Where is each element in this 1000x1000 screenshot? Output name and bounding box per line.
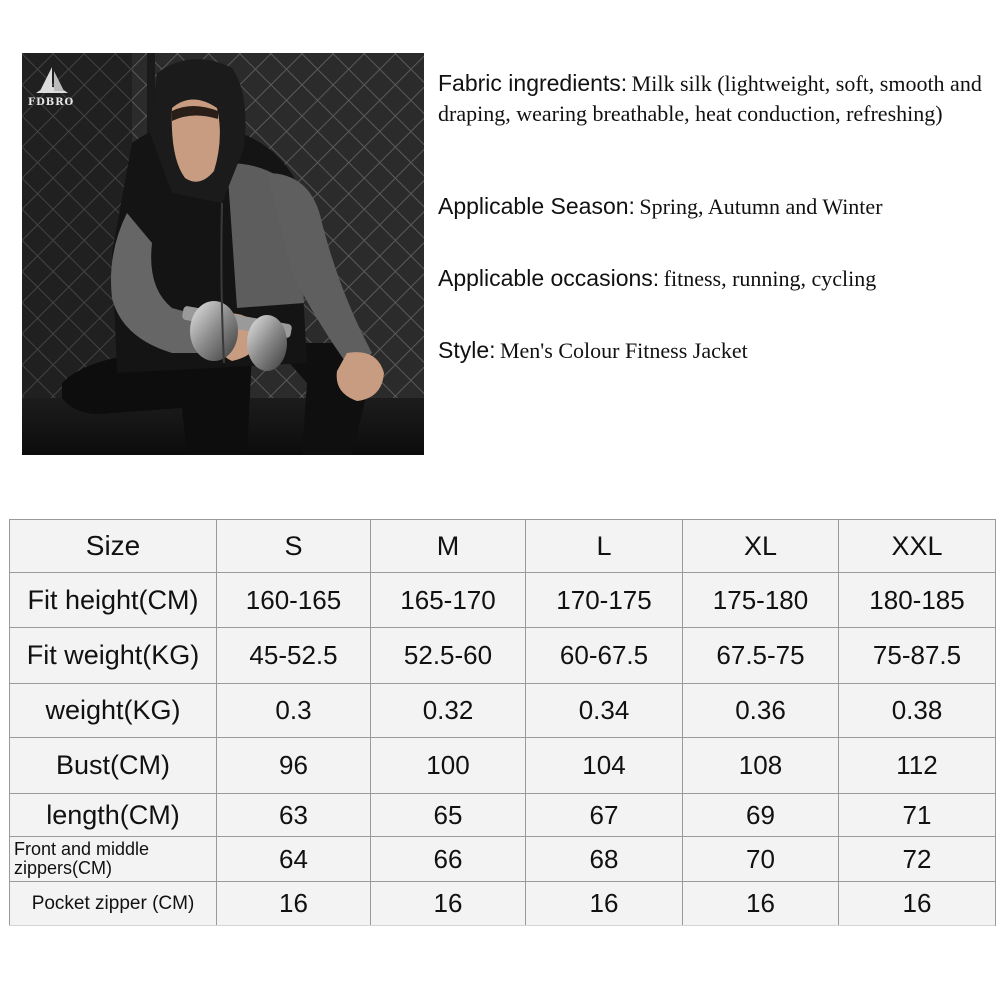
table-cell: 112 [839,738,996,794]
row-label-bust: Bust(CM) [10,738,217,794]
table-cell: 64 [217,837,371,882]
table-cell: 67 [526,794,683,837]
table-cell: 16 [217,882,371,926]
table-row [10,628,996,684]
header-m: M [371,520,526,573]
table-row [10,738,996,794]
table-cell: 0.34 [526,684,683,738]
table-cell: 72 [839,837,996,882]
table-cell: 75-87.5 [839,628,996,684]
header-l: L [526,520,683,573]
spec-occasions-value: fitness, running, cycling [663,266,877,291]
size-chart-table [9,519,996,926]
table-cell: 69 [683,794,839,837]
table-row [10,794,996,837]
table-cell: 65 [371,794,526,837]
table-cell: 165-170 [371,573,526,628]
table-cell: 52.5-60 [371,628,526,684]
table-cell: 16 [526,882,683,926]
table-cell: 104 [526,738,683,794]
table-cell: 100 [371,738,526,794]
product-photo [22,53,424,455]
spec-fabric-label: Fabric ingredients: [438,70,628,96]
spec-occasions [438,265,876,292]
table-row [10,837,996,882]
spec-occasions-label: Applicable occasions: [438,265,660,291]
row-label-length: length(CM) [10,794,217,837]
row-label-fit-height: Fit height(CM) [10,573,217,628]
brand-logo-text: FDBRO [28,97,75,108]
table-cell: 66 [371,837,526,882]
table-row [10,882,996,926]
spec-season-value: Spring, Autumn and Winter [639,194,883,219]
table-cell: 16 [839,882,996,926]
row-label-front-zipper: Front and middle zippers(CM) [10,837,217,882]
table-cell: 108 [683,738,839,794]
row-label-pocket-zipper: Pocket zipper (CM) [10,882,217,926]
table-cell: 0.36 [683,684,839,738]
table-row [10,573,996,628]
spec-season-label: Applicable Season: [438,193,635,219]
row-label-fit-weight: Fit weight(KG) [10,628,217,684]
header-s: S [217,520,371,573]
table-cell: 175-180 [683,573,839,628]
table-header-row [10,520,996,573]
table-cell: 0.32 [371,684,526,738]
table-cell: 63 [217,794,371,837]
header-xl: XL [683,520,839,573]
table-cell: 68 [526,837,683,882]
table-cell: 45-52.5 [217,628,371,684]
table-cell: 180-185 [839,573,996,628]
brand-logo-icon [32,63,72,97]
model-illustration [22,53,424,455]
table-row [10,684,996,738]
table-cell: 96 [217,738,371,794]
table-cell: 70 [683,837,839,882]
table-cell: 67.5-75 [683,628,839,684]
table-cell: 0.3 [217,684,371,738]
table-cell: 16 [371,882,526,926]
spec-fabric-value: Milk silk (lightweight, soft, smooth and draping, wearing breathable, heat conduction, refreshing) [438,71,982,126]
table-cell: 0.38 [839,684,996,738]
header-xxl: XXL [839,520,996,573]
row-label-weight: weight(KG) [10,684,217,738]
table-cell: 71 [839,794,996,837]
spec-style-label: Style: [438,337,496,363]
table-cell: 16 [683,882,839,926]
table-cell: 60-67.5 [526,628,683,684]
header-size: Size [10,520,217,573]
spec-fabric [438,70,998,130]
table-bottom-divider [9,925,995,926]
table-cell: 170-175 [526,573,683,628]
spec-style-value: Men's Colour Fitness Jacket [499,338,748,363]
spec-style [438,337,748,364]
table-cell: 160-165 [217,573,371,628]
spec-season [438,193,883,220]
